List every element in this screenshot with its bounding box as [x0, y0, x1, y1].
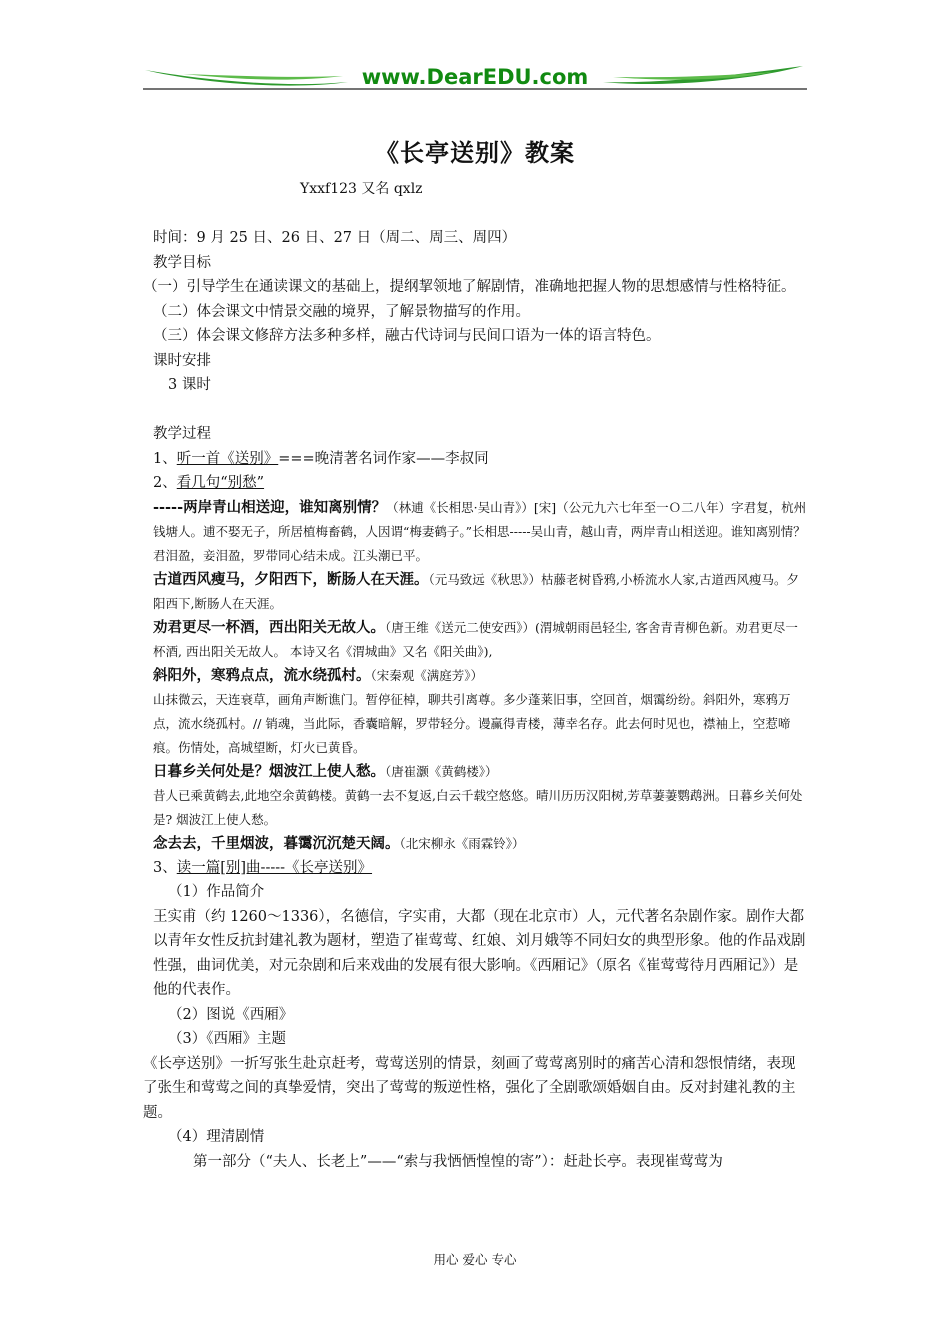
step-number: 1、	[153, 450, 177, 467]
quote-line: 两岸青山相送迎，谁知离别情？	[183, 499, 387, 516]
step-number: 2、	[153, 475, 177, 491]
step-1-link[interactable]: 听一首《送别》	[176, 450, 279, 467]
leaf-right-icon	[603, 66, 803, 84]
step-number: 3、	[153, 859, 177, 876]
time-line: 时间：9 月 25 日、26 日、27 日（周二、周三、周四）	[153, 230, 517, 246]
quote-line: 劝君更尽一杯酒，西出阳关无故人。	[153, 619, 385, 636]
quote-lead: -----	[153, 499, 184, 516]
quote-note: （北宋柳永《雨霖铃》）	[399, 835, 525, 851]
quote-4	[143, 664, 809, 688]
quote-line: 斜阳外，寒鸦点点，流水绕孤村。	[153, 667, 371, 684]
step-3-link[interactable]: 读一篇[别]曲-----《长亭送别》	[176, 859, 373, 876]
step-1	[143, 447, 809, 472]
spacer	[143, 398, 809, 423]
quote-6	[143, 832, 809, 856]
quote-note: （元马致远《秋思》）枯藤老树昏鸦,小桥流水人家,古道西风瘦马。夕阳西下,断肠人在天涯。	[153, 571, 799, 611]
logo-text: www.DearEDU.com	[361, 65, 589, 89]
quote-line: 念去去，千里烟波，暮霭沉沉楚天阔。	[153, 835, 400, 852]
step-2-link[interactable]: 看几句“别愁”	[176, 475, 265, 491]
quote-5	[143, 760, 809, 784]
quote-2	[143, 568, 809, 616]
quote-1	[143, 496, 809, 568]
sub-4-text: 第一部分（“夫人、长老上”——“索与我恓恓惶惶的寄”）：赶赴长亭。表现崔莺莺为	[193, 1153, 723, 1170]
process-heading: 教学过程	[153, 426, 211, 442]
step-3	[143, 856, 809, 881]
quote-note: （唐崔灏《黄鹤楼》）	[385, 763, 498, 779]
sub-2-heading: （2）图说《西厢》	[168, 1006, 294, 1023]
page-footer: 用心 爱心 专心	[433, 1252, 517, 1267]
sub-4-heading: （4）理清剧情	[168, 1129, 265, 1145]
sub-3-text: 《长亭送别》一折写张生赴京赶考，莺莺送别的情景，刻画了莺莺离别时的痛苦心清和怨恨情绪，表现了张生和莺莺之间的真挚爱情，突出了莺莺的叛逆性格，强化了全剧歌颂婚姻自由。反对封建礼教的主题。	[143, 1055, 796, 1121]
sub-3-heading: （3）《西厢》主题	[168, 1031, 286, 1047]
quote-5-text: 昔人已乘黄鹤去,此地空余黄鹤楼。黄鹤一去不复返,白云千载空悠悠。晴川历历汉阳树,芳草萋萋鹦鹉洲。日暮乡关何处是? 烟波江上使人愁。	[153, 787, 803, 827]
objective-item-3: （三）体会课文修辞方法多种多样，融古代诗词与民间口语为一体的语言特色。	[153, 328, 661, 344]
schedule-value: 3 课时	[168, 377, 211, 393]
quote-note: （宋秦观《满庭芳》）	[370, 667, 484, 683]
author-line: Yxxf123 又名 qxlz	[300, 181, 423, 197]
quote-note: （林逋《长相思·吴山青》）[宋]（公元九六七年至一Ｏ二八年）字君复，杭州钱塘人。逋不娶无子，所居植梅畜鹤，人因谓“梅妻鹤子。”长相思-----吴山青，越山青，两岸青山相送迎。谁知离别情？ 君泪盈，妾泪盈，罗带同心结未成。江头潮已平。	[153, 499, 807, 563]
quote-line: 古道西风瘦马，夕阳西下，断肠人在天涯。	[153, 571, 429, 588]
step-1-rest: ===晚清著名词作家——李叔同	[278, 450, 489, 467]
objective-item-2: （二）体会课文中情景交融的境界，了解景物描写的作用。	[153, 303, 530, 320]
quote-line: 日暮乡关何处是？烟波江上使人愁。	[153, 763, 385, 780]
page-title: 《长亭送别》教案	[375, 139, 575, 167]
quote-4-text: 山抹微云，天连衰草，画角声断谯门。暂停征棹，聊共引离尊。多少蓬莱旧事，空回首，烟霭纷纷。斜阳外，寒鸦万点，流水绕孤村。// 销魂，当此际，香囊暗解，罗带轻分。谩赢得青楼，薄幸名存。此去何时见也，襟袖上，空惹啼痕。伤情处，高城望断，灯火已黄昏。	[153, 691, 791, 755]
schedule-heading: 课时安排	[153, 352, 211, 369]
document-body	[143, 226, 809, 1174]
sub-1-heading: （1）作品简介	[168, 884, 265, 900]
step-2	[143, 471, 809, 496]
objectives-heading: 教学目标	[153, 254, 211, 271]
dearedu-logo	[143, 60, 807, 100]
quote-3	[143, 616, 809, 664]
objective-item-1: （一）引导学生在通读课文的基础上，提纲挈领地了解剧情，准确地把握人物的思想感情与性格特征。	[143, 279, 796, 295]
quote-note: （唐王维《送元二使安西》）(渭城朝雨邑轻尘, 客舍青青柳色新。劝君更尽一杯酒, 西出阳关无故人。 本诗又名《渭城曲》又名《阳关曲》),	[153, 619, 798, 659]
sub-1-text: 王实甫（约 1260～1336），名德信，字实甫，大都（现在北京市）人，元代著名杂剧作家。剧作大都以青年女性反抗封建礼教为题材，塑造了崔莺莺、红娘、刘月娥等不同妇女的典型形象。他的作品戏剧性强，曲词优美，对元杂剧和后来戏曲的发展有很大影响。《西厢记》（原名《崔莺莺待月西厢记》）是他的代表作。	[153, 908, 806, 998]
